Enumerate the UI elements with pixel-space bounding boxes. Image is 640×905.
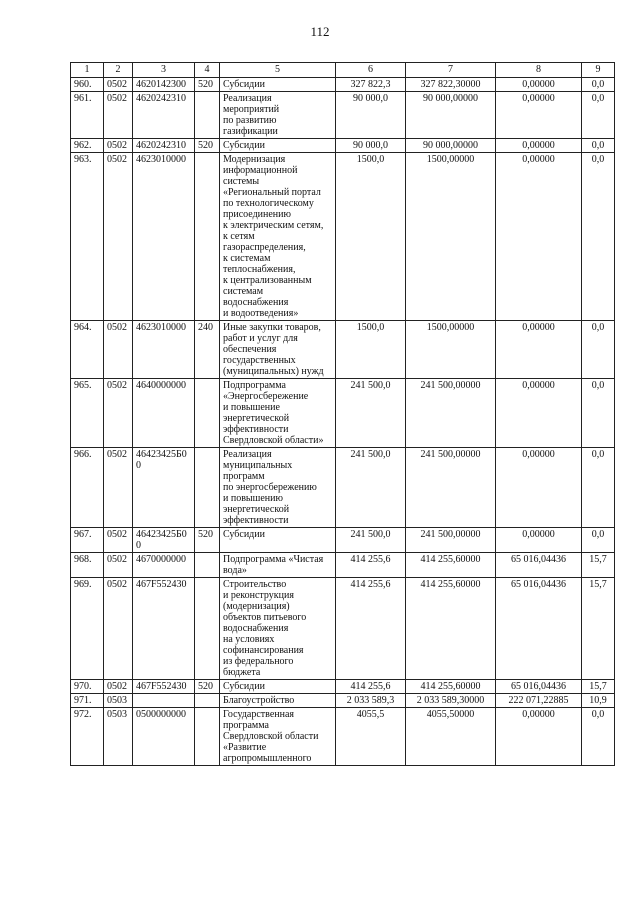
planned-amount: 327 822,30000	[406, 78, 496, 92]
item-name-line: Модернизация	[223, 154, 286, 165]
row-number: 960.	[71, 78, 104, 92]
table-body	[71, 78, 615, 766]
executed-amount: 0,00000	[496, 92, 582, 139]
item-name-line: Субсидии	[223, 140, 265, 151]
execution-percent: 0,0	[582, 92, 615, 139]
row-number: 972.	[71, 708, 104, 766]
planned-amount: 414 255,60000	[406, 578, 496, 680]
approved-amount: 414 255,6	[336, 680, 406, 694]
item-name-line: эффективности	[223, 424, 289, 435]
item-name-line: работ и услуг для	[223, 333, 298, 344]
table-row	[71, 379, 615, 448]
approved-amount: 241 500,0	[336, 448, 406, 528]
table-row	[71, 694, 615, 708]
item-name-line: (муниципальных) нужд	[223, 366, 324, 377]
expense-type-code	[195, 578, 220, 680]
execution-percent: 15,7	[582, 578, 615, 680]
section-code: 0502	[104, 379, 133, 448]
item-name-line: системам	[223, 286, 264, 297]
column-header-1: 1	[71, 63, 104, 78]
target-article-code: 4623010000	[133, 321, 195, 379]
execution-percent: 0,0	[582, 708, 615, 766]
row-number: 967.	[71, 528, 104, 553]
expense-type-code: 240	[195, 321, 220, 379]
section-code: 0502	[104, 321, 133, 379]
section-code: 0502	[104, 78, 133, 92]
item-name-line: Иные закупки товаров,	[223, 322, 321, 333]
expense-type-code	[195, 448, 220, 528]
section-code: 0502	[104, 92, 133, 139]
target-article-code: 4620142300	[133, 78, 195, 92]
item-name-line: и водоотведения»	[223, 308, 299, 319]
target-article-code	[133, 694, 195, 708]
approved-amount: 1500,0	[336, 321, 406, 379]
planned-amount: 241 500,00000	[406, 528, 496, 553]
section-code: 0502	[104, 553, 133, 578]
item-name	[220, 78, 336, 92]
execution-percent: 0,0	[582, 448, 615, 528]
expense-type-code: 520	[195, 528, 220, 553]
item-name	[220, 694, 336, 708]
item-name-line: Государственная	[223, 709, 295, 720]
item-name-line: «Региональный портал	[223, 187, 321, 198]
executed-amount: 65 016,04436	[496, 680, 582, 694]
expense-type-code	[195, 153, 220, 321]
item-name-line: и повышение	[223, 402, 280, 413]
table-row	[71, 92, 615, 139]
executed-amount: 0,00000	[496, 153, 582, 321]
item-name-line: бюджета	[223, 667, 261, 678]
item-name-line: Подпрограмма «Чистая	[223, 554, 324, 565]
item-name-line: на условиях	[223, 634, 275, 645]
item-name-line: к электрическим сетям,	[223, 220, 324, 231]
planned-amount: 414 255,60000	[406, 553, 496, 578]
item-name-line: программа	[223, 720, 269, 731]
approved-amount: 241 500,0	[336, 379, 406, 448]
planned-amount: 2 033 589,30000	[406, 694, 496, 708]
planned-amount: 241 500,00000	[406, 379, 496, 448]
item-name-line: программ	[223, 471, 265, 482]
item-name	[220, 553, 336, 578]
row-number: 964.	[71, 321, 104, 379]
executed-amount: 0,00000	[496, 448, 582, 528]
row-number: 961.	[71, 92, 104, 139]
target-article-code: 4623010000	[133, 153, 195, 321]
target-article-code: 0500000000	[133, 708, 195, 766]
item-name-line: из федерального	[223, 656, 294, 667]
section-code: 0502	[104, 139, 133, 153]
item-name-line: к централизованным	[223, 275, 312, 286]
column-header-4: 4	[195, 63, 220, 78]
section-code: 0502	[104, 448, 133, 528]
planned-amount: 1500,00000	[406, 153, 496, 321]
item-name-line: по энергосбережению	[223, 482, 317, 493]
item-name-line: газораспределения,	[223, 242, 306, 253]
column-header-7: 7	[406, 63, 496, 78]
row-number: 968.	[71, 553, 104, 578]
item-name-line: газификации	[223, 126, 278, 137]
executed-amount: 65 016,04436	[496, 553, 582, 578]
executed-amount: 0,00000	[496, 321, 582, 379]
item-name-line: Реализация	[223, 449, 272, 460]
item-name-line: эффективности	[223, 515, 289, 526]
item-name	[220, 708, 336, 766]
column-header-2: 2	[104, 63, 133, 78]
table-row	[71, 139, 615, 153]
column-header-8: 8	[496, 63, 582, 78]
target-article-code: 4670000000	[133, 553, 195, 578]
item-name-line: мероприятий	[223, 104, 280, 115]
executed-amount: 0,00000	[496, 78, 582, 92]
item-name	[220, 92, 336, 139]
item-name-line: агропромышленного	[223, 753, 312, 764]
approved-amount: 4055,5	[336, 708, 406, 766]
item-name-line: Свердловской области»	[223, 435, 324, 446]
table-row	[71, 153, 615, 321]
item-name	[220, 578, 336, 680]
section-code: 0502	[104, 153, 133, 321]
planned-amount: 241 500,00000	[406, 448, 496, 528]
table-row	[71, 553, 615, 578]
section-code: 0502	[104, 528, 133, 553]
item-name-line: по технологическому	[223, 198, 314, 209]
item-name-line: энергетической	[223, 413, 290, 424]
page-number: 112	[310, 24, 330, 39]
table-row	[71, 528, 615, 553]
execution-percent: 15,7	[582, 553, 615, 578]
expense-type-code: 520	[195, 139, 220, 153]
execution-percent: 0,0	[582, 153, 615, 321]
table-row	[71, 680, 615, 694]
executed-amount: 0,00000	[496, 528, 582, 553]
section-code: 0502	[104, 680, 133, 694]
budget-table	[70, 62, 615, 766]
item-name	[220, 680, 336, 694]
execution-percent: 0,0	[582, 379, 615, 448]
item-name-line: софинансирования	[223, 645, 304, 656]
item-name	[220, 448, 336, 528]
planned-amount: 414 255,60000	[406, 680, 496, 694]
item-name-line: объектов питьевого	[223, 612, 307, 623]
item-name-line: водоснабжения	[223, 297, 289, 308]
item-name-line: муниципальных	[223, 460, 293, 471]
item-name-line: теплоснабжения,	[223, 264, 296, 275]
item-name-line: к системам	[223, 253, 271, 264]
target-article-code: 46423425Б00	[133, 448, 195, 528]
column-header-3: 3	[133, 63, 195, 78]
item-name-line: Благоустройство	[223, 695, 295, 706]
item-name-line: государственных	[223, 355, 296, 366]
item-name-line: Свердловской области	[223, 731, 319, 742]
item-name	[220, 528, 336, 553]
item-name	[220, 321, 336, 379]
item-name-line: Субсидии	[223, 529, 265, 540]
planned-amount: 4055,50000	[406, 708, 496, 766]
executed-amount: 0,00000	[496, 139, 582, 153]
item-name-line: водоснабжения	[223, 623, 289, 634]
item-name-line: обеспечения	[223, 344, 277, 355]
target-article-code: 4640000000	[133, 379, 195, 448]
planned-amount: 90 000,00000	[406, 92, 496, 139]
executed-amount: 65 016,04436	[496, 578, 582, 680]
execution-percent: 15,7	[582, 680, 615, 694]
approved-amount: 241 500,0	[336, 528, 406, 553]
item-name-line: и повышению	[223, 493, 283, 504]
table-row	[71, 321, 615, 379]
executed-amount: 0,00000	[496, 708, 582, 766]
execution-percent: 0,0	[582, 321, 615, 379]
item-name-line: Субсидии	[223, 79, 265, 90]
item-name	[220, 139, 336, 153]
target-article-code: 4620242310	[133, 92, 195, 139]
expense-type-code	[195, 694, 220, 708]
item-name-line: Реализация	[223, 93, 272, 104]
execution-percent: 0,0	[582, 139, 615, 153]
item-name-line: информационной	[223, 165, 298, 176]
target-article-code: 4620242310	[133, 139, 195, 153]
target-article-code: 46423425Б00	[133, 528, 195, 553]
item-name-line: системы	[223, 176, 260, 187]
approved-amount: 2 033 589,3	[336, 694, 406, 708]
expense-type-code	[195, 553, 220, 578]
target-article-code: 467F552430	[133, 680, 195, 694]
column-header-5: 5	[220, 63, 336, 78]
item-name-line: энергетической	[223, 504, 290, 515]
table-row	[71, 78, 615, 92]
approved-amount: 414 255,6	[336, 553, 406, 578]
table-row	[71, 448, 615, 528]
column-header-9: 9	[582, 63, 615, 78]
section-code: 0503	[104, 708, 133, 766]
section-code: 0502	[104, 578, 133, 680]
item-name-line: «Развитие	[223, 742, 267, 753]
row-number: 970.	[71, 680, 104, 694]
executed-amount: 222 071,22885	[496, 694, 582, 708]
item-name-line: и реконструкция	[223, 590, 294, 601]
header-row	[71, 63, 615, 78]
section-code: 0503	[104, 694, 133, 708]
item-name-line: по развитию	[223, 115, 277, 126]
expense-type-code	[195, 379, 220, 448]
item-name	[220, 379, 336, 448]
planned-amount: 1500,00000	[406, 321, 496, 379]
item-name-line: Подпрограмма	[223, 380, 286, 391]
planned-amount: 90 000,00000	[406, 139, 496, 153]
item-name-line: к сетям	[223, 231, 255, 242]
row-number: 965.	[71, 379, 104, 448]
table-row	[71, 578, 615, 680]
item-name-line: «Энергосбережение	[223, 391, 309, 402]
approved-amount: 327 822,3	[336, 78, 406, 92]
item-name-line: Строительство	[223, 579, 287, 590]
row-number: 969.	[71, 578, 104, 680]
item-name-line: вода»	[223, 565, 247, 576]
item-name-line: Субсидии	[223, 681, 265, 692]
executed-amount: 0,00000	[496, 379, 582, 448]
table-row	[71, 708, 615, 766]
execution-percent: 10,9	[582, 694, 615, 708]
row-number: 963.	[71, 153, 104, 321]
item-name-line: (модернизация)	[223, 601, 290, 612]
approved-amount: 90 000,0	[336, 92, 406, 139]
approved-amount: 90 000,0	[336, 139, 406, 153]
target-article-code: 467F552430	[133, 578, 195, 680]
row-number: 971.	[71, 694, 104, 708]
row-number: 962.	[71, 139, 104, 153]
row-number: 966.	[71, 448, 104, 528]
execution-percent: 0,0	[582, 78, 615, 92]
expense-type-code	[195, 708, 220, 766]
approved-amount: 1500,0	[336, 153, 406, 321]
expense-type-code: 520	[195, 680, 220, 694]
item-name-line: присоединению	[223, 209, 291, 220]
execution-percent: 0,0	[582, 528, 615, 553]
item-name	[220, 153, 336, 321]
column-header-6: 6	[336, 63, 406, 78]
approved-amount: 414 255,6	[336, 578, 406, 680]
expense-type-code	[195, 92, 220, 139]
expense-type-code: 520	[195, 78, 220, 92]
